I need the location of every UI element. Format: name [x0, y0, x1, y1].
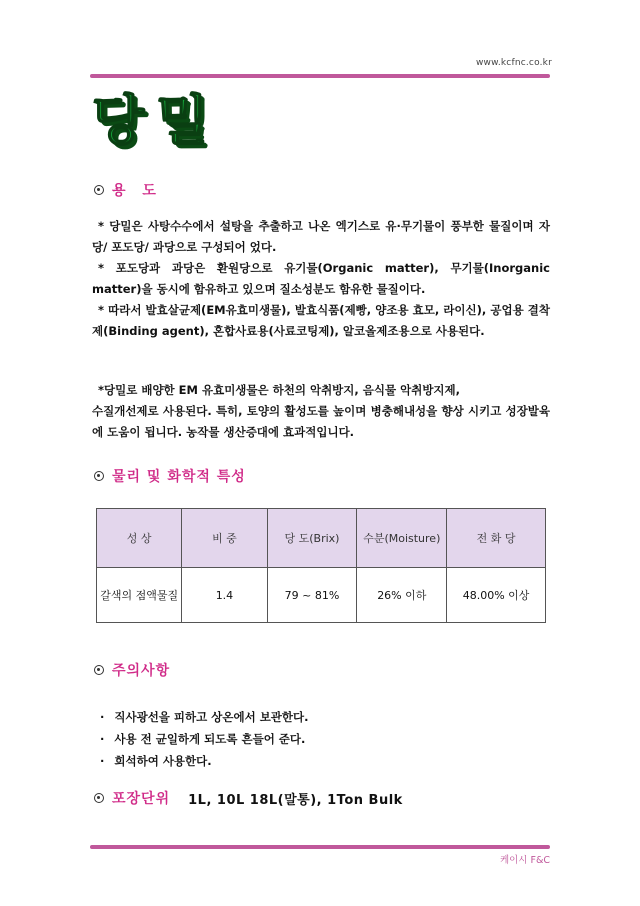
properties-table	[96, 508, 546, 623]
circle-bullet-icon	[94, 185, 104, 195]
header-specific-gravity: 비 중	[182, 509, 267, 568]
cell-brix: 79 ~ 81%	[267, 568, 357, 623]
usage-title: 용 도	[112, 183, 162, 199]
em-paragraph-line-2: 수질개선제로 사용된다. 특히, 토양의 활성도를 높이며 병충해내성을 향상 시키고 성장발육에 도움이 됩니다. 농작물 생산증대에 효과적입니다.	[92, 404, 550, 439]
cell-specific-gravity: 1.4	[182, 568, 267, 623]
header-invert-sugar: 전 화 당	[447, 509, 546, 568]
em-paragraph-line-1: *당밀로 배양한 EM 유효미생물은 하천의 악취방지, 음식물 악취방지제,	[98, 383, 461, 397]
document-title: 당밀	[92, 89, 221, 152]
header-moisture: 수분(Moisture)	[357, 509, 447, 568]
bottom-divider	[90, 845, 550, 849]
website-url: www.kcfnc.co.kr	[475, 58, 552, 68]
list-item	[100, 750, 309, 772]
usage-paragraph-2: * 포도당과 과당은 환원당으로 유기물(Organic matter), 무기물(Inorganic matter)을 동시에 함유하고 있으며 질소성분도 함유한 물질이다.	[92, 261, 550, 296]
table-row	[97, 568, 546, 623]
dot-icon: ·	[100, 710, 105, 724]
cell-moisture: 26% 이하	[357, 568, 447, 623]
packaging-value: 1L, 10L 18L(말통), 1Ton Bulk	[188, 792, 403, 808]
header-brix: 당 도(Brix)	[267, 509, 357, 568]
packaging-title: 포장단위	[112, 791, 171, 807]
company-name: 케이시 F&C	[499, 855, 550, 866]
precaution-text: 희석하여 사용한다.	[114, 754, 212, 768]
packaging-section	[94, 788, 403, 808]
dot-icon: ·	[100, 754, 105, 768]
list-item	[100, 706, 309, 728]
header-appearance: 성 상	[97, 509, 182, 568]
top-divider	[90, 74, 550, 78]
table-header-row	[97, 509, 546, 568]
circle-bullet-icon	[94, 665, 104, 675]
precaution-text: 사용 전 균일하게 되도록 흔들어 준다.	[114, 732, 306, 746]
precautions-list	[100, 706, 309, 772]
precautions-section-heading	[94, 660, 170, 680]
list-item	[100, 728, 309, 750]
dot-icon: ·	[100, 732, 105, 746]
properties-section-heading	[94, 466, 246, 486]
precaution-text: 직사광선을 피하고 상온에서 보관한다.	[114, 710, 309, 724]
usage-paragraph-3: * 따라서 발효살균제(EM유효미생물), 발효식품(제빵, 양조용 효모, 라이신), 공업용 결착제(Binding agent), 혼합사료용(사료코팅제), 알코올제조용으로 사용된다.	[92, 303, 550, 338]
em-description	[92, 380, 550, 443]
properties-title: 물리 및 화학적 특성	[112, 469, 246, 485]
usage-section-heading	[94, 180, 162, 200]
circle-bullet-icon	[94, 793, 104, 803]
usage-description	[92, 216, 550, 342]
circle-bullet-icon	[94, 471, 104, 481]
cell-appearance: 갈색의 점액물질	[97, 568, 182, 623]
precautions-title: 주의사항	[112, 663, 171, 679]
cell-invert-sugar: 48.00% 이상	[447, 568, 546, 623]
usage-paragraph-1: * 당밀은 사탕수수에서 설탕을 추출하고 나온 엑기스로 유·무기물이 풍부한 물질이며 자당/ 포도당/ 과당으로 구성되어 었다.	[92, 219, 550, 254]
